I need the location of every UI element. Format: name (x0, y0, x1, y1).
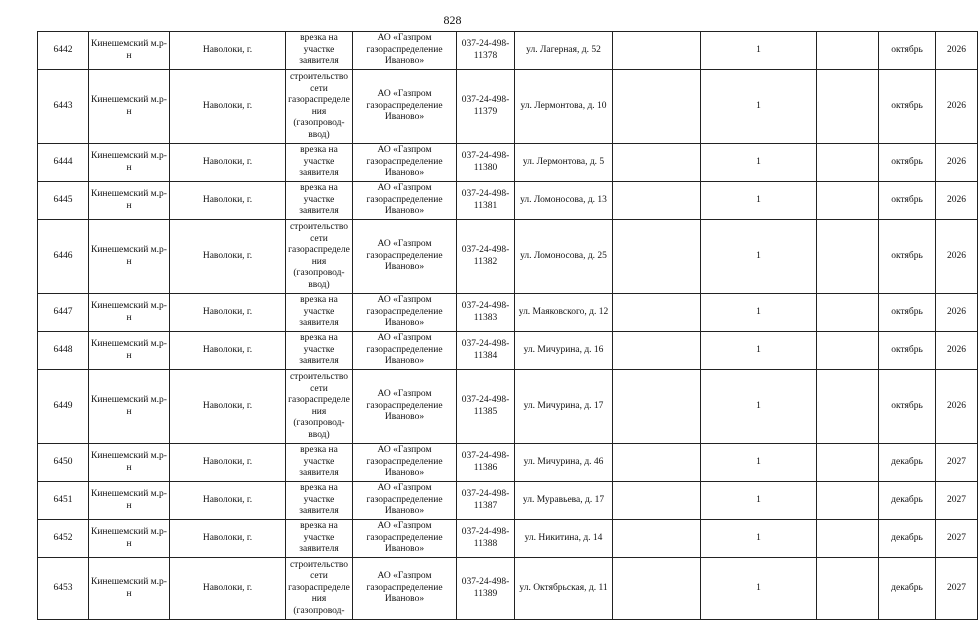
district-cell: Кинешемский м.р-н (89, 294, 170, 332)
settlement-cell: Наволоки, г. (170, 482, 286, 520)
organization-cell: АО «Газпром газораспределение Иваново» (353, 444, 457, 482)
row-number: 6442 (38, 32, 89, 70)
district-cell: Кинешемский м.р-н (89, 70, 170, 144)
row-number: 6444 (38, 144, 89, 182)
year-cell: 2027 (936, 520, 978, 558)
work-type-cell: врезка на участке заявителя (286, 144, 353, 182)
organization-cell: АО «Газпром газораспределение Иваново» (353, 482, 457, 520)
district-cell: Кинешемский м.р-н (89, 482, 170, 520)
quantity-cell: 1 (701, 32, 817, 70)
work-type-cell: строительство сети газораспределения (газопровод- (286, 558, 353, 620)
organization-cell: АО «Газпром газораспределение Иваново» (353, 144, 457, 182)
address-cell: ул. Октябрьская, д. 11 (515, 558, 613, 620)
empty-cell (817, 482, 879, 520)
row-number: 6453 (38, 558, 89, 620)
empty-cell (817, 70, 879, 144)
work-type-cell: врезка на участке заявителя (286, 182, 353, 220)
organization-cell: АО «Газпром газораспределение Иваново» (353, 332, 457, 370)
quantity-cell: 1 (701, 558, 817, 620)
district-cell: Кинешемский м.р-н (89, 370, 170, 444)
table-row (38, 482, 978, 520)
table-row (38, 332, 978, 370)
gas-connection-table (37, 31, 978, 620)
table-row (38, 444, 978, 482)
empty-cell (817, 332, 879, 370)
district-cell: Кинешемский м.р-н (89, 220, 170, 294)
empty-cell (817, 558, 879, 620)
code-cell: 037-24-498-11386 (457, 444, 515, 482)
code-cell: 037-24-498-11378 (457, 32, 515, 70)
settlement-cell: Наволоки, г. (170, 370, 286, 444)
organization-cell: АО «Газпром газораспределение Иваново» (353, 32, 457, 70)
year-cell: 2027 (936, 482, 978, 520)
row-number: 6443 (38, 70, 89, 144)
quantity-cell: 1 (701, 144, 817, 182)
address-cell: ул. Муравьева, д. 17 (515, 482, 613, 520)
work-type-cell: врезка на участке заявителя (286, 482, 353, 520)
year-cell: 2026 (936, 332, 978, 370)
quantity-cell: 1 (701, 220, 817, 294)
settlement-cell: Наволоки, г. (170, 220, 286, 294)
empty-cell (613, 370, 701, 444)
organization-cell: АО «Газпром газораспределение Иваново» (353, 370, 457, 444)
empty-cell (613, 294, 701, 332)
address-cell: ул. Ломоносова, д. 25 (515, 220, 613, 294)
work-type-cell: врезка на участке заявителя (286, 520, 353, 558)
settlement-cell: Наволоки, г. (170, 70, 286, 144)
row-number: 6445 (38, 182, 89, 220)
work-type-cell: врезка на участке заявителя (286, 32, 353, 70)
empty-cell (817, 32, 879, 70)
quantity-cell: 1 (701, 444, 817, 482)
row-number: 6452 (38, 520, 89, 558)
month-cell: октябрь (879, 182, 936, 220)
code-cell: 037-24-498-11389 (457, 558, 515, 620)
table-row (38, 520, 978, 558)
year-cell: 2026 (936, 220, 978, 294)
organization-cell: АО «Газпром газораспределение Иваново» (353, 520, 457, 558)
empty-cell (613, 332, 701, 370)
empty-cell (817, 370, 879, 444)
table-row (38, 558, 978, 620)
year-cell: 2026 (936, 370, 978, 444)
settlement-cell: Наволоки, г. (170, 182, 286, 220)
row-number: 6451 (38, 482, 89, 520)
district-cell: Кинешемский м.р-н (89, 32, 170, 70)
empty-cell (613, 558, 701, 620)
month-cell: октябрь (879, 370, 936, 444)
empty-cell (613, 32, 701, 70)
code-cell: 037-24-498-11385 (457, 370, 515, 444)
district-cell: Кинешемский м.р-н (89, 144, 170, 182)
code-cell: 037-24-498-11387 (457, 482, 515, 520)
address-cell: ул. Маяковского, д. 12 (515, 294, 613, 332)
work-type-cell: врезка на участке заявителя (286, 294, 353, 332)
quantity-cell: 1 (701, 182, 817, 220)
address-cell: ул. Мичурина, д. 46 (515, 444, 613, 482)
month-cell: октябрь (879, 144, 936, 182)
work-type-cell: строительство сети газораспределения (газопровод-ввод) (286, 70, 353, 144)
quantity-cell: 1 (701, 70, 817, 144)
address-cell: ул. Лермонтова, д. 5 (515, 144, 613, 182)
empty-cell (817, 444, 879, 482)
work-type-cell: строительство сети газораспределения (газопровод-ввод) (286, 370, 353, 444)
settlement-cell: Наволоки, г. (170, 444, 286, 482)
code-cell: 037-24-498-11380 (457, 144, 515, 182)
table-row (38, 144, 978, 182)
code-cell: 037-24-498-11383 (457, 294, 515, 332)
table-row (38, 32, 978, 70)
organization-cell: АО «Газпром газораспределение Иваново» (353, 182, 457, 220)
settlement-cell: Наволоки, г. (170, 558, 286, 620)
empty-cell (817, 144, 879, 182)
quantity-cell: 1 (701, 520, 817, 558)
address-cell: ул. Ломоносова, д. 13 (515, 182, 613, 220)
work-type-cell: врезка на участке заявителя (286, 444, 353, 482)
page-number: 828 (443, 13, 462, 27)
table-row (38, 370, 978, 444)
quantity-cell: 1 (701, 370, 817, 444)
district-cell: Кинешемский м.р-н (89, 444, 170, 482)
month-cell: декабрь (879, 558, 936, 620)
organization-cell: АО «Газпром газораспределение Иваново» (353, 294, 457, 332)
month-cell: декабрь (879, 482, 936, 520)
code-cell: 037-24-498-11381 (457, 182, 515, 220)
empty-cell (613, 482, 701, 520)
settlement-cell: Наволоки, г. (170, 520, 286, 558)
row-number: 6450 (38, 444, 89, 482)
row-number: 6449 (38, 370, 89, 444)
row-number: 6446 (38, 220, 89, 294)
year-cell: 2027 (936, 444, 978, 482)
work-type-cell: строительство сети газораспределения (газопровод-ввод) (286, 220, 353, 294)
address-cell: ул. Мичурина, д. 16 (515, 332, 613, 370)
empty-cell (613, 444, 701, 482)
empty-cell (817, 520, 879, 558)
organization-cell: АО «Газпром газораспределение Иваново» (353, 70, 457, 144)
organization-cell: АО «Газпром газораспределение Иваново» (353, 220, 457, 294)
year-cell: 2026 (936, 144, 978, 182)
district-cell: Кинешемский м.р-н (89, 558, 170, 620)
month-cell: октябрь (879, 220, 936, 294)
address-cell: ул. Лагерная, д. 52 (515, 32, 613, 70)
empty-cell (613, 144, 701, 182)
table-row (38, 294, 978, 332)
empty-cell (613, 70, 701, 144)
code-cell: 037-24-498-11379 (457, 70, 515, 144)
district-cell: Кинешемский м.р-н (89, 332, 170, 370)
month-cell: декабрь (879, 444, 936, 482)
empty-cell (817, 182, 879, 220)
table-row (38, 70, 978, 144)
quantity-cell: 1 (701, 294, 817, 332)
quantity-cell: 1 (701, 482, 817, 520)
row-number: 6448 (38, 332, 89, 370)
work-type-cell: врезка на участке заявителя (286, 332, 353, 370)
year-cell: 2027 (936, 558, 978, 620)
month-cell: октябрь (879, 332, 936, 370)
district-cell: Кинешемский м.р-н (89, 520, 170, 558)
code-cell: 037-24-498-11388 (457, 520, 515, 558)
settlement-cell: Наволоки, г. (170, 332, 286, 370)
row-number: 6447 (38, 294, 89, 332)
table-row (38, 220, 978, 294)
district-cell: Кинешемский м.р-н (89, 182, 170, 220)
year-cell: 2026 (936, 32, 978, 70)
code-cell: 037-24-498-11384 (457, 332, 515, 370)
empty-cell (613, 520, 701, 558)
settlement-cell: Наволоки, г. (170, 32, 286, 70)
table-row (38, 182, 978, 220)
quantity-cell: 1 (701, 332, 817, 370)
year-cell: 2026 (936, 70, 978, 144)
month-cell: октябрь (879, 294, 936, 332)
address-cell: ул. Никитина, д. 14 (515, 520, 613, 558)
month-cell: декабрь (879, 520, 936, 558)
year-cell: 2026 (936, 182, 978, 220)
code-cell: 037-24-498-11382 (457, 220, 515, 294)
settlement-cell: Наволоки, г. (170, 144, 286, 182)
empty-cell (817, 220, 879, 294)
address-cell: ул. Лермонтова, д. 10 (515, 70, 613, 144)
organization-cell: АО «Газпром газораспределение Иваново» (353, 558, 457, 620)
month-cell: октябрь (879, 32, 936, 70)
settlement-cell: Наволоки, г. (170, 294, 286, 332)
empty-cell (817, 294, 879, 332)
month-cell: октябрь (879, 70, 936, 144)
empty-cell (613, 182, 701, 220)
year-cell: 2026 (936, 294, 978, 332)
address-cell: ул. Мичурина, д. 17 (515, 370, 613, 444)
empty-cell (613, 220, 701, 294)
